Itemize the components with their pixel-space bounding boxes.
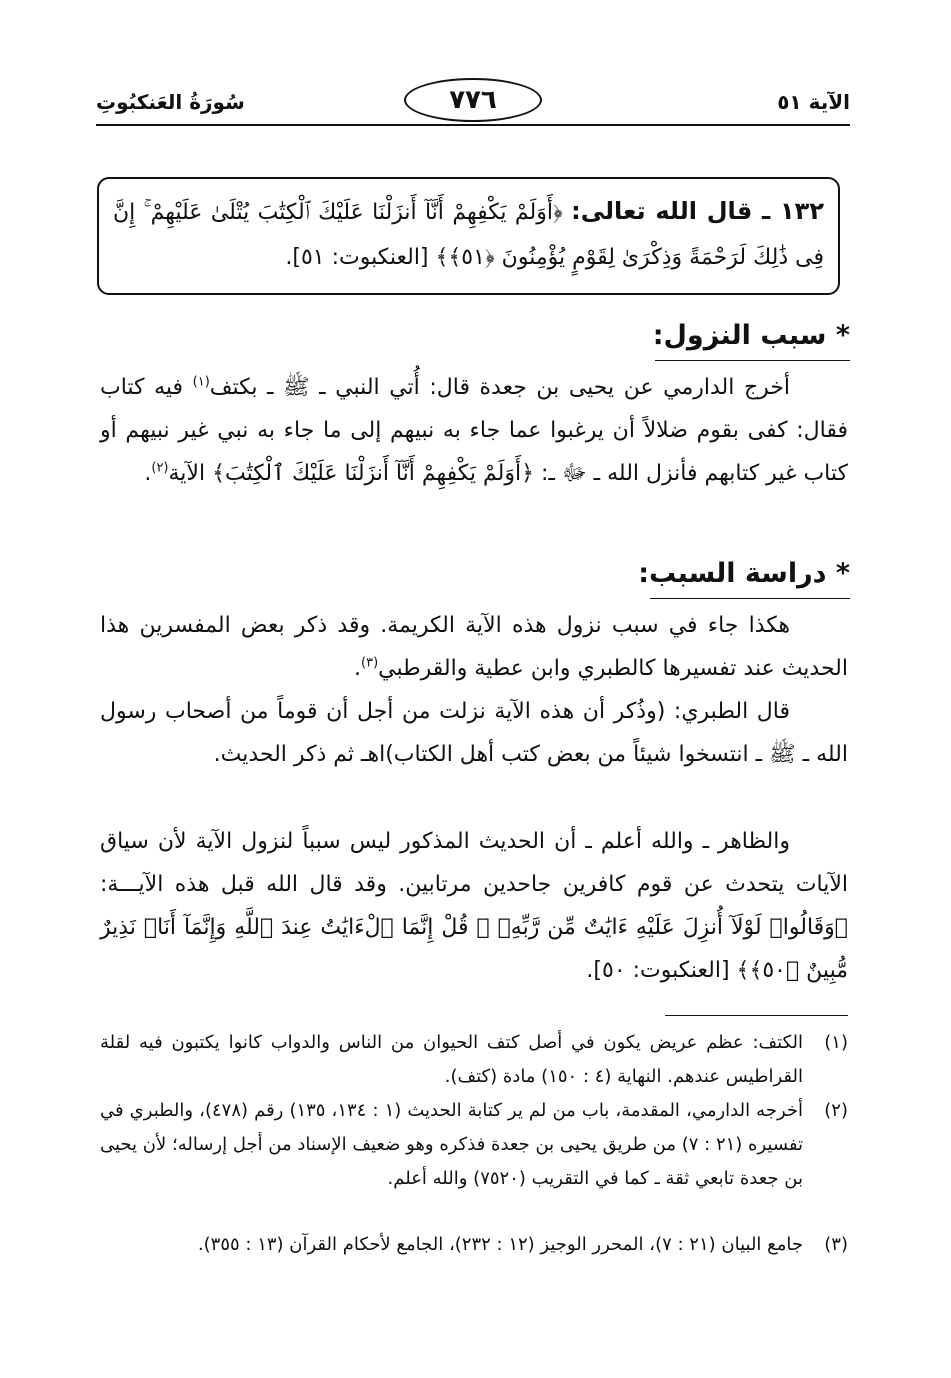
footnote-text: أخرجه الدارمي، المقدمة، باب من لم ير كتابة الحديث (١ : ١٣٤، ١٣٥) رقم (٤٧٨)، والطبري في تفسيره (٢١ : ٧) من طريق يحيى بن جعدة فذكره وهو ضعيف الإسناد من أجل إرساله؛ لأن يحيى بن جعدة تابعي ثقة ـ كما في التقريب (٧٥٢٠) والله أعلم. [99,1100,803,1189]
header-divider [96,124,850,126]
footnote-number: (٣) [824,1234,848,1255]
paragraph-study-2: قال الطبري: (وذُكر أن هذه الآية نزلت من أجل أن قوماً من أصحاب رسول الله ـ ﷺ ـ انتسخوا شيئاً من بعض كتب أهل الكتاب)اهـ ثم ذكر الحديث. [100,699,848,767]
footnote-ref[interactable]: (٣) [361,655,379,671]
footnote-1 [100,1026,848,1094]
verse-intro: ١٣٢ ـ قال الله تعالى: [571,197,824,225]
paragraph-text: أخرج الدارمي عن يحيى بن جعدة قال: أُتي النبي ـ ﷺ ـ بكتف [209,375,790,400]
heading-underline [655,360,850,361]
paragraph-study-1 [100,604,848,690]
heading-underline [650,598,850,599]
verse-box [97,177,840,295]
paragraph-text: . [354,656,361,681]
verse-label: الآية ٥١ [777,90,850,114]
section-heading-cause: * سبب النزول: [652,320,850,351]
footnote-divider [665,1015,848,1016]
footnote-text: جامع البيان (٢١ : ٧)، المحرر الوجيز (١٢ : ٢٣٢)، الجامع لأحكام القرآن (١٣ : ٣٥٥). [197,1234,803,1255]
footnote-number: (٢) [824,1100,848,1121]
footnote-ref[interactable]: (٢) [151,460,169,476]
page-number-badge: ٧٧٦ [404,78,542,122]
paragraph-text: فيه كتاب فقال: كفى بقوم ضلالاً أن يرغبوا عما جاء به نبيهم إلى ما جاء به نبي غير نبيهم أو كتاب غير كتابهم فأنزل الله ـ ﷻ ـ: ﴿أَوَلَمْ يَكْفِهِمْ أَنَّآ أَنزَلْنَا عَلَيْكَ ٱلْكِتَٰبَ﴾ الآية [100,375,848,486]
footnote-text: الكتف: عظم عريض يكون في أصل كتف الحيوان من الناس والدواب كانوا يكتبون فيه لقلة القراطيس عندهم. النهاية (٤ : ١٥٠) مادة (كتف). [100,1032,803,1087]
footnote-number: (١) [824,1032,848,1053]
footnote-3 [100,1228,848,1296]
paragraph-text: هكذا جاء في سبب نزول هذه الآية الكريمة. وقد ذكر بعض المفسرين هذا الحديث عند تفسيرها كالطبري وابن عطية والقرطبي [100,613,848,681]
footnote-2 [100,1094,848,1230]
verse-text: ﴿أَوَلَمْ يَكْفِهِمْ أَنَّآ أَنزَلْنَا عَلَيْكَ ٱلْكِتَٰبَ يُتْلَىٰ عَلَيْهِمْ ۚ إِنَّ فِى ذَٰلِكَ لَرَحْمَةً وَذِكْرَىٰ لِقَوْمٍ يُؤْمِنُونَ ﴿٥١﴾﴾ [العنكبوت: ٥١]. [113,200,824,270]
paragraph-study-3: والظاهر ـ والله أعلم ـ أن الحديث المذكور ليس سبباً لنزول الآية لأن سياق الآيات يتحدث عن قوم كافرين جاحدين مرتابين. وقد قال الله قبل هذه الآيـــة: ﴿وَقَالُوا۟ لَوْلَآ أُنزِلَ عَلَيْهِ ءَايَٰتٌ مِّن رَّبِّهِۦ ۖ قُلْ إِنَّمَا ٱلْءَايَٰتُ عِندَ ٱللَّهِ وَإِنَّمَآ أَنَا۠ نَذِيرٌ مُّبِينٌ ﴿٥٠﴾﴾ [العنكبوت: ٥٠]. [100,829,848,983]
page-header [96,78,850,124]
surah-title: سُورَةُ العَنكبُوتِ [96,90,245,114]
paragraph-text: . [144,461,152,486]
paragraph-cause [100,366,848,495]
footnote-ref[interactable]: (١) [192,374,210,390]
section-heading-study: * دراسة السبب: [638,558,850,589]
